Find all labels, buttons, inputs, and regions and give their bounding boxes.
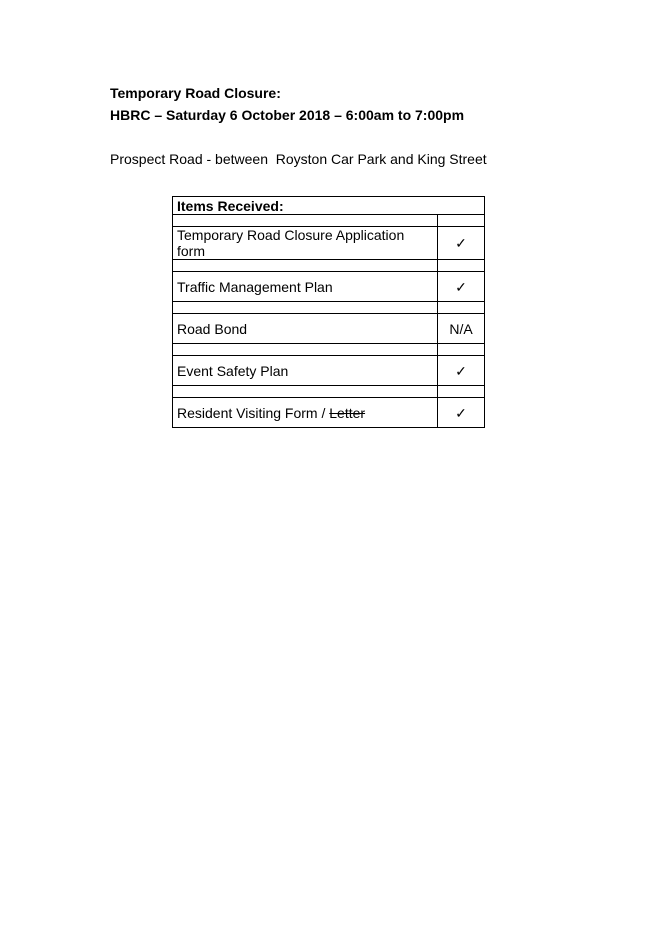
item-status: ✓: [438, 227, 485, 260]
item-label: Event Safety Plan: [173, 356, 438, 386]
spacer-row: [173, 302, 485, 314]
table-row: [173, 272, 485, 302]
item-label: Traffic Management Plan: [173, 272, 438, 302]
item-label-main: Resident Visiting Form /: [177, 404, 330, 421]
event-details: HBRC – Saturday 6 October 2018 – 6:00am to 7:00pm: [110, 107, 465, 123]
table-row: [173, 356, 485, 386]
item-label: Road Bond: [173, 314, 438, 344]
spacer-row: [173, 260, 485, 272]
table-row: [173, 398, 485, 428]
spacer-row: [173, 344, 485, 356]
item-label: Temporary Road Closure Application form: [173, 227, 438, 260]
table-row: [173, 314, 485, 344]
item-status: ✓: [438, 398, 485, 428]
item-label: [173, 398, 438, 428]
closure-title: Temporary Road Closure:: [110, 85, 281, 101]
item-status: N/A: [438, 314, 485, 344]
item-label-struck: Letter: [329, 404, 366, 421]
spacer-row: [173, 215, 485, 227]
item-status: ✓: [438, 272, 485, 302]
table-header-row: [173, 197, 485, 215]
spacer-row: [173, 386, 485, 398]
items-received-heading: Items Received:: [173, 197, 485, 215]
closure-location: Prospect Road - between Royston Car Park and King Street: [110, 151, 487, 167]
item-status: ✓: [438, 356, 485, 386]
table-row: [173, 227, 485, 260]
items-received-table: [172, 196, 485, 428]
